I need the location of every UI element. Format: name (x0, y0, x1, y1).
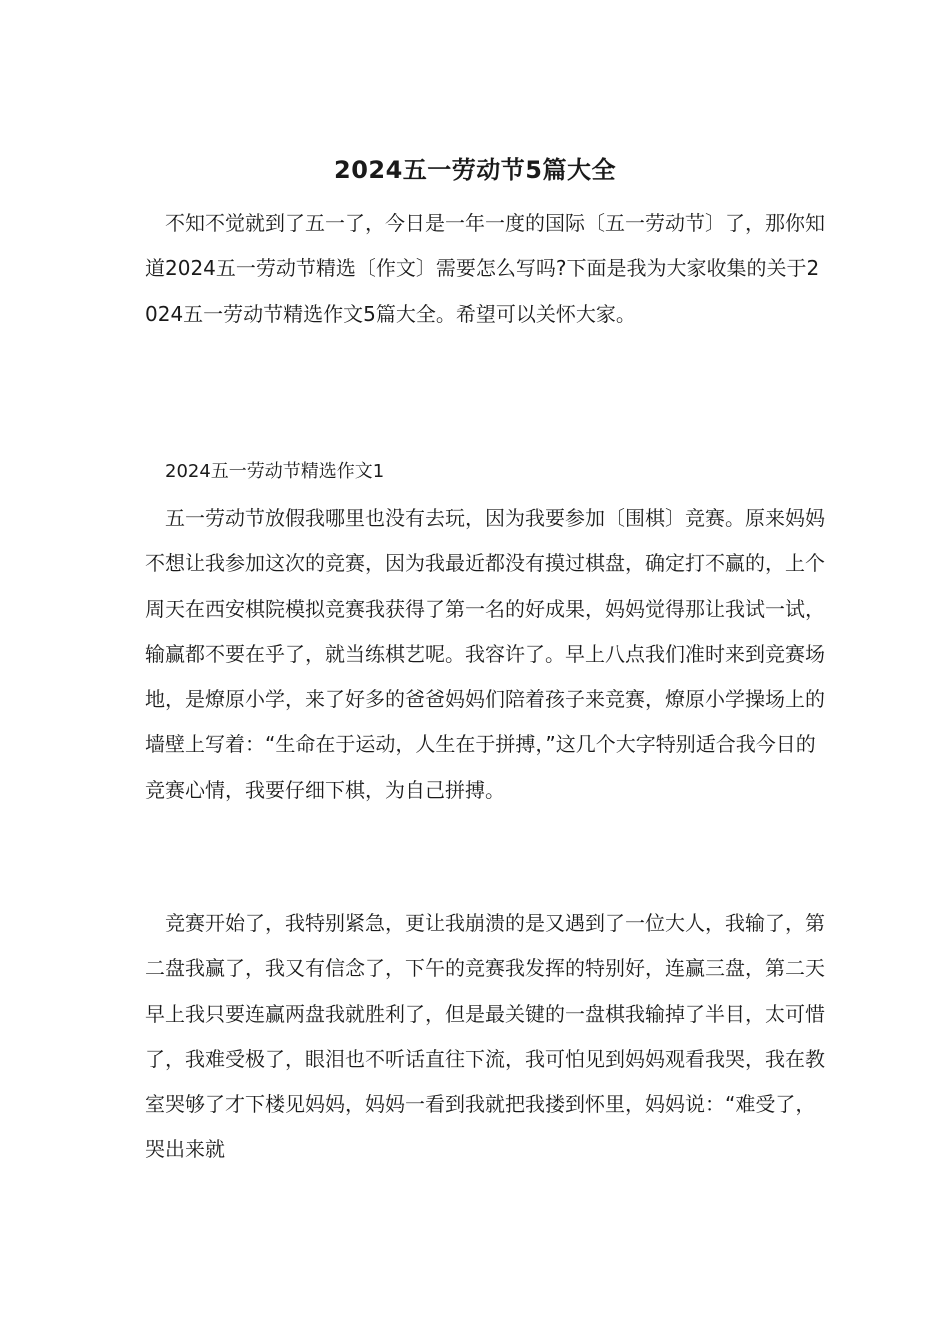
document-title: 2024五一劳动节5篇大全 (334, 156, 616, 184)
body-paragraph: 竞赛开始了，我特别紧急，更让我崩溃的是又遇到了一位大人，我输了，第二盘我赢了，我又有信念了，下午的竞赛我发挥的特别好，连赢三盘，第二天早上我只要连赢两盘我就胜利了，但是最关键的一盘棋我输掉了半目，太可惜了，我难受极了，眼泪也不听话直往下流，我可怕见到妈妈观看我哭，我在教室哭够了才下楼见妈妈，妈妈一看到我就把我搂到怀里，妈妈说：“难受了，哭出来就 (145, 911, 825, 1162)
body-paragraph: 五一劳动节放假我哪里也没有去玩，因为我要参加〔围棋〕竞赛。原来妈妈不想让我参加这次的竞赛，因为我最近都没有摸过棋盘，确定打不赢的，上个周天在西安棋院模拟竞赛我获得了第一名的好成果，妈妈觉得那让我试一试，输赢都不要在乎了，就当练棋艺呢。我容许了。早上八点我们准时来到竞赛场地，是燎原小学，来了好多的爸爸妈妈们陪着孩子来竞赛，燎原小学操场上的墙壁上写着：“生命在于运动，人生在于拼搏，”这几个大字特别适合我今日的竞赛心情，我要仔细下棋，为自己拼搏。 (145, 506, 825, 802)
intro-paragraph: 不知不觉就到了五一了，今日是一年一度的国际〔五一劳动节〕了，那你知道2024五一劳动节精选〔作文〕需要怎么写吗?下面是我为大家收集的关于2024五一劳动节精选作文5篇大全。希望可以关怀大家。 (145, 211, 825, 326)
section-heading: 2024五一劳动节精选作文1 (165, 461, 385, 482)
